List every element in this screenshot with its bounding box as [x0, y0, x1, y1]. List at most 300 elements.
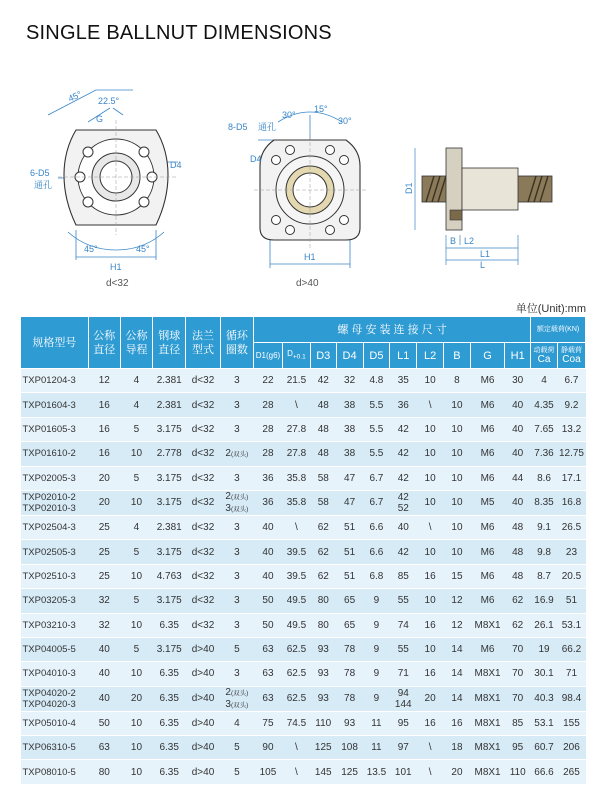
cell-d3: 93 — [310, 662, 336, 686]
cell-d4: 38 — [336, 393, 363, 417]
cell-p: 4 — [120, 369, 152, 393]
cell-l2: 10 — [417, 466, 444, 490]
cell-h1: 85 — [505, 711, 531, 735]
table-row — [21, 637, 586, 661]
cell-l1: 85 — [390, 564, 417, 588]
cell-l1: 74 — [390, 613, 417, 637]
table-row — [21, 393, 586, 417]
cell-ca: 9.8 — [531, 540, 558, 564]
cell-circ: 2(双头) 3(双头) — [220, 490, 253, 515]
header-d5: D5 — [363, 343, 390, 369]
cell-d: 50 — [88, 711, 120, 735]
cell-d5: 4.8 — [363, 369, 390, 393]
cell-d5: 5.5 — [363, 442, 390, 466]
cell-h1: 70 — [505, 637, 531, 661]
cell-circ: 2(双头) 3(双头) — [220, 686, 253, 711]
cell-g: M6 — [470, 540, 504, 564]
cell-l2: 10 — [417, 442, 444, 466]
cell-h1: 62 — [505, 589, 531, 613]
cell-h1: 70 — [505, 662, 531, 686]
cell-h1: 44 — [505, 466, 531, 490]
cell-ball: 3.175 — [153, 540, 186, 564]
cell-d5: 5.5 — [363, 417, 390, 441]
header-coa: 静载荷 Coa — [557, 343, 585, 369]
cell-p: 10 — [120, 613, 152, 637]
cell-d4: 47 — [336, 490, 363, 515]
cell-ball: 3.175 — [153, 589, 186, 613]
cell-flange: d<32 — [186, 393, 220, 417]
cell-model: TXP02010-2 TXP02010-3 — [21, 490, 89, 515]
cell-coa: 9.2 — [557, 393, 585, 417]
header-flange-type: 法兰 型式 — [186, 317, 220, 369]
header-d: $D_{+0.1}$ — [282, 343, 310, 369]
l1-label: L1 — [480, 249, 491, 259]
cell-circ: 3 — [220, 417, 253, 441]
cell-l2: 16 — [417, 613, 444, 637]
cell-l2: 20 — [417, 686, 444, 711]
cell-d3: 80 — [310, 589, 336, 613]
cell-l1: 101 — [390, 760, 417, 784]
cell-d3: 58 — [310, 466, 336, 490]
header-circuits: 循环 圈数 — [220, 317, 253, 369]
cell-d4: 78 — [336, 662, 363, 686]
cell-d: 40 — [88, 686, 120, 711]
cell-model: TXP04010-3 — [21, 662, 89, 686]
cell-b: 12 — [444, 589, 471, 613]
header-ca: 动载荷 Ca — [531, 343, 558, 369]
cell-d2: 27.8 — [282, 442, 310, 466]
cell-coa: 6.7 — [557, 369, 585, 393]
cell-d3: 62 — [310, 515, 336, 539]
cell-circ: 3 — [220, 369, 253, 393]
cell-ball: 2.778 — [153, 442, 186, 466]
angle-label: 15° — [314, 104, 328, 114]
cell-d: 40 — [88, 637, 120, 661]
cell-d5: 6.6 — [363, 515, 390, 539]
cell-h1: 40 — [505, 490, 531, 515]
table-row — [21, 760, 586, 784]
table-body — [21, 369, 586, 785]
cell-d4: 93 — [336, 711, 363, 735]
cell-coa: 23 — [557, 540, 585, 564]
cell-coa: 53.1 — [557, 613, 585, 637]
cell-circ: 3 — [220, 466, 253, 490]
cell-d3: 93 — [310, 686, 336, 711]
cell-d: 20 — [88, 490, 120, 515]
cell-g: M6 — [470, 442, 504, 466]
cell-d3: 48 — [310, 417, 336, 441]
cell-ca: 26.1 — [531, 613, 558, 637]
table-row — [21, 589, 586, 613]
cell-ca: 7.36 — [531, 442, 558, 466]
header-nominal-diameter: 公称 直径 — [88, 317, 120, 369]
cell-g: M8X1 — [470, 736, 504, 760]
cell-d1: 22 — [253, 369, 282, 393]
cell-d: 20 — [88, 466, 120, 490]
cell-ca: 40.3 — [531, 686, 558, 711]
cell-d3: 93 — [310, 637, 336, 661]
cell-h1: 48 — [505, 564, 531, 588]
cell-d2: 39.5 — [282, 540, 310, 564]
cell-flange: d<32 — [186, 490, 220, 515]
cell-d5: 9 — [363, 637, 390, 661]
cell-model: TXP03205-3 — [21, 589, 89, 613]
header-g: G — [470, 343, 504, 369]
cell-d: 40 — [88, 662, 120, 686]
cell-h1: 70 — [505, 686, 531, 711]
cell-model: TXP08010-5 — [21, 760, 89, 784]
cell-circ: 3 — [220, 613, 253, 637]
cell-b: 20 — [444, 760, 471, 784]
cell-d5: 9 — [363, 662, 390, 686]
cell-p: 5 — [120, 466, 152, 490]
cell-p: 10 — [120, 564, 152, 588]
unit-label: 单位(Unit):mm — [515, 303, 586, 315]
cell-ca: 30.1 — [531, 662, 558, 686]
cell-h1: 48 — [505, 515, 531, 539]
table-row — [21, 613, 586, 637]
cell-b: 16 — [444, 711, 471, 735]
cell-g: M8X1 — [470, 686, 504, 711]
header-d1: D1(g6) — [253, 343, 282, 369]
cell-p: 5 — [120, 589, 152, 613]
cell-coa: 51 — [557, 589, 585, 613]
cell-model: TXP02504-3 — [21, 515, 89, 539]
cell-g: M6 — [470, 417, 504, 441]
hole-type-label: 通孔 — [34, 180, 53, 190]
cell-d2: 62.5 — [282, 686, 310, 711]
header-mounting-dimensions: 螺 母 安 装 连 接 尺 寸 — [253, 317, 530, 343]
cell-d1: 28 — [253, 417, 282, 441]
cell-d: 32 — [88, 613, 120, 637]
cell-d3: 62 — [310, 564, 336, 588]
hole-label: 6-D5 — [30, 168, 50, 178]
cell-l2: \ — [417, 515, 444, 539]
cell-d1: 50 — [253, 589, 282, 613]
cell-b: 10 — [444, 417, 471, 441]
cell-l2: 10 — [417, 589, 444, 613]
drawing-caption: d<32 — [106, 278, 129, 289]
cell-ca: 16.9 — [531, 589, 558, 613]
cell-model: TXP03210-3 — [21, 613, 89, 637]
header-d3: D3 — [310, 343, 336, 369]
cell-model: TXP01604-3 — [21, 393, 89, 417]
l2-label: L2 — [464, 236, 475, 246]
table-row — [21, 736, 586, 760]
cell-model: TXP06310-5 — [21, 736, 89, 760]
cell-circ: 3 — [220, 515, 253, 539]
table-row — [21, 442, 586, 466]
hole-label: 8-D5 — [228, 122, 248, 132]
cell-l1: 35 — [390, 369, 417, 393]
cell-d3: 145 — [310, 760, 336, 784]
cell-h1: 40 — [505, 393, 531, 417]
cell-d3: 48 — [310, 393, 336, 417]
cell-d3: 80 — [310, 613, 336, 637]
cell-l2: 16 — [417, 711, 444, 735]
cell-l1: 42 — [390, 540, 417, 564]
cell-h1: 62 — [505, 613, 531, 637]
header-b: B — [444, 343, 471, 369]
cell-d: 25 — [88, 515, 120, 539]
cell-d1: 75 — [253, 711, 282, 735]
d4-label: D4 — [170, 160, 182, 170]
cell-coa: 20.5 — [557, 564, 585, 588]
cell-h1: 110 — [505, 760, 531, 784]
d4-label: D4 — [250, 154, 262, 164]
cell-d1: 28 — [253, 442, 282, 466]
cell-b: 8 — [444, 369, 471, 393]
cell-coa: 265 — [557, 760, 585, 784]
table-row — [21, 369, 586, 393]
cell-b: 15 — [444, 564, 471, 588]
cell-d: 25 — [88, 564, 120, 588]
table-header-row — [21, 317, 586, 343]
cell-l2: 16 — [417, 662, 444, 686]
cell-d2: 62.5 — [282, 662, 310, 686]
cell-coa: 26.5 — [557, 515, 585, 539]
cell-d1: 36 — [253, 466, 282, 490]
cell-l1: 42 — [390, 417, 417, 441]
table-row — [21, 515, 586, 539]
cell-b: 14 — [444, 686, 471, 711]
table-row — [21, 490, 586, 515]
header-l2: L2 — [417, 343, 444, 369]
angle-label: 45° — [66, 88, 84, 104]
cell-ball: 3.175 — [153, 490, 186, 515]
table-row — [21, 711, 586, 735]
cell-d2: 27.8 — [282, 417, 310, 441]
cell-circ: 5 — [220, 637, 253, 661]
cell-ball: 2.381 — [153, 515, 186, 539]
cell-model: TXP01605-3 — [21, 417, 89, 441]
header-d4: D4 — [336, 343, 363, 369]
cell-p: 10 — [120, 490, 152, 515]
cell-l1: 71 — [390, 662, 417, 686]
table-row — [21, 564, 586, 588]
cell-coa: 155 — [557, 711, 585, 735]
cell-d5: 5.5 — [363, 393, 390, 417]
cell-circ: 3 — [220, 564, 253, 588]
cell-circ: 2(双头) — [220, 442, 253, 466]
cell-model: TXP01204-3 — [21, 369, 89, 393]
cell-d5: 6.6 — [363, 540, 390, 564]
cell-b: 10 — [444, 466, 471, 490]
cell-ca: 66.6 — [531, 760, 558, 784]
table-row — [21, 662, 586, 686]
cell-d1: 90 — [253, 736, 282, 760]
cell-d: 80 — [88, 760, 120, 784]
h1-label: H1 — [110, 262, 122, 272]
cell-model: TXP02510-3 — [21, 564, 89, 588]
cell-h1: 95 — [505, 736, 531, 760]
cell-flange: d>40 — [186, 637, 220, 661]
cell-b: 18 — [444, 736, 471, 760]
cell-l2: 10 — [417, 417, 444, 441]
cell-model: TXP05010-4 — [21, 711, 89, 735]
cell-ca: 9.1 — [531, 515, 558, 539]
cell-flange: d<32 — [186, 417, 220, 441]
cell-g: M8X1 — [470, 711, 504, 735]
cell-ball: 3.175 — [153, 637, 186, 661]
header-lead: 公称 导程 — [120, 317, 152, 369]
cell-p: 10 — [120, 760, 152, 784]
cell-d4: 78 — [336, 686, 363, 711]
cell-d1: 63 — [253, 686, 282, 711]
cell-d5: 13.5 — [363, 760, 390, 784]
cell-d4: 47 — [336, 466, 363, 490]
cell-g: M8X1 — [470, 760, 504, 784]
cell-g: M6 — [470, 637, 504, 661]
cell-g: M6 — [470, 589, 504, 613]
cell-flange: d<32 — [186, 613, 220, 637]
cell-coa: 98.4 — [557, 686, 585, 711]
cell-d2: \ — [282, 736, 310, 760]
cell-g: M8X1 — [470, 613, 504, 637]
b-label: B — [450, 236, 457, 246]
cell-d1: 40 — [253, 540, 282, 564]
cell-flange: d>40 — [186, 686, 220, 711]
cell-l1: 40 — [390, 515, 417, 539]
cell-d4: 51 — [336, 540, 363, 564]
cell-l1: 42 52 — [390, 490, 417, 515]
cell-g: M6 — [470, 466, 504, 490]
cell-ca: 7.65 — [531, 417, 558, 441]
cell-l1: 95 — [390, 711, 417, 735]
cell-h1: 48 — [505, 540, 531, 564]
cell-l2: 10 — [417, 540, 444, 564]
cell-b: 14 — [444, 637, 471, 661]
cell-circ: 3 — [220, 540, 253, 564]
header-model: 规格型号 — [21, 317, 89, 369]
cell-p: 5 — [120, 540, 152, 564]
cell-flange: d<32 — [186, 442, 220, 466]
cell-d5: 11 — [363, 736, 390, 760]
cell-d1: 50 — [253, 613, 282, 637]
cell-l1: 94 144 — [390, 686, 417, 711]
cell-ball: 6.35 — [153, 736, 186, 760]
cell-l1: 42 — [390, 442, 417, 466]
cell-l2: 10 — [417, 637, 444, 661]
cell-coa: 12.75 — [557, 442, 585, 466]
cell-model: TXP04005-5 — [21, 637, 89, 661]
cell-d: 12 — [88, 369, 120, 393]
cell-d2: 49.5 — [282, 613, 310, 637]
header-l1: L1 — [390, 343, 417, 369]
cell-p: 10 — [120, 442, 152, 466]
cell-ball: 3.175 — [153, 466, 186, 490]
cell-d1: 28 — [253, 393, 282, 417]
cell-ca: 8.7 — [531, 564, 558, 588]
table-row — [21, 466, 586, 490]
cell-ca: 60.7 — [531, 736, 558, 760]
cell-d5: 6.7 — [363, 466, 390, 490]
cell-d5: 6.7 — [363, 490, 390, 515]
cell-h1: 40 — [505, 417, 531, 441]
cell-ca: 4 — [531, 369, 558, 393]
cell-l2: \ — [417, 736, 444, 760]
cell-d4: 78 — [336, 637, 363, 661]
cell-p: 5 — [120, 417, 152, 441]
cell-d4: 51 — [336, 564, 363, 588]
angle-label: 22.5° — [98, 96, 120, 106]
cell-b: 10 — [444, 393, 471, 417]
cell-ca: 19 — [531, 637, 558, 661]
g-label: G — [96, 114, 104, 124]
cell-d4: 65 — [336, 589, 363, 613]
cell-flange: d>40 — [186, 711, 220, 735]
cell-l2: 16 — [417, 564, 444, 588]
cell-flange: d>40 — [186, 760, 220, 784]
cell-ca: 8.6 — [531, 466, 558, 490]
cell-g: M6 — [470, 369, 504, 393]
cell-l1: 36 — [390, 393, 417, 417]
cell-d2: 49.5 — [282, 589, 310, 613]
cell-d4: 32 — [336, 369, 363, 393]
cell-d: 16 — [88, 417, 120, 441]
cell-d5: 9 — [363, 589, 390, 613]
cell-l1: 42 — [390, 466, 417, 490]
cell-model: TXP04020-2 TXP04020-3 — [21, 686, 89, 711]
cell-d4: 108 — [336, 736, 363, 760]
l-label: L — [480, 260, 486, 270]
cell-g: M6 — [470, 393, 504, 417]
nut-side-drawing — [400, 140, 575, 270]
cell-b: 10 — [444, 515, 471, 539]
cell-ball: 2.381 — [153, 393, 186, 417]
cell-circ: 5 — [220, 760, 253, 784]
drawing-caption: d>40 — [296, 278, 319, 289]
d1-label: D1 — [404, 182, 414, 194]
cell-coa: 206 — [557, 736, 585, 760]
cell-d5: 6.8 — [363, 564, 390, 588]
cell-d4: 125 — [336, 760, 363, 784]
cell-ca: 53.1 — [531, 711, 558, 735]
cell-l2: 10 — [417, 369, 444, 393]
cell-ball: 2.381 — [153, 369, 186, 393]
flange-drawing-small — [28, 80, 198, 295]
cell-d: 16 — [88, 393, 120, 417]
cell-circ: 4 — [220, 711, 253, 735]
cell-coa: 16.8 — [557, 490, 585, 515]
cell-d4: 51 — [336, 515, 363, 539]
cell-ca: 8.35 — [531, 490, 558, 515]
cell-ball: 4.763 — [153, 564, 186, 588]
cell-b: 10 — [444, 442, 471, 466]
cell-p: 4 — [120, 393, 152, 417]
cell-ball: 6.35 — [153, 686, 186, 711]
cell-coa: 13.2 — [557, 417, 585, 441]
flange-drawing-large — [218, 100, 388, 295]
cell-circ: 3 — [220, 589, 253, 613]
cell-d: 16 — [88, 442, 120, 466]
cell-d3: 125 — [310, 736, 336, 760]
hole-type-label: 通孔 — [258, 122, 277, 132]
cell-d3: 110 — [310, 711, 336, 735]
cell-d1: 40 — [253, 564, 282, 588]
cell-flange: d<32 — [186, 589, 220, 613]
cell-b: 10 — [444, 490, 471, 515]
cell-g: M6 — [470, 564, 504, 588]
cell-g: M8X1 — [470, 662, 504, 686]
cell-circ: 3 — [220, 393, 253, 417]
cell-d2: 35.8 — [282, 466, 310, 490]
header-ball-diameter: 钢球 直径 — [153, 317, 186, 369]
cell-p: 10 — [120, 736, 152, 760]
cell-d5: 9 — [363, 686, 390, 711]
cell-coa: 66.2 — [557, 637, 585, 661]
cell-l2: 10 — [417, 490, 444, 515]
